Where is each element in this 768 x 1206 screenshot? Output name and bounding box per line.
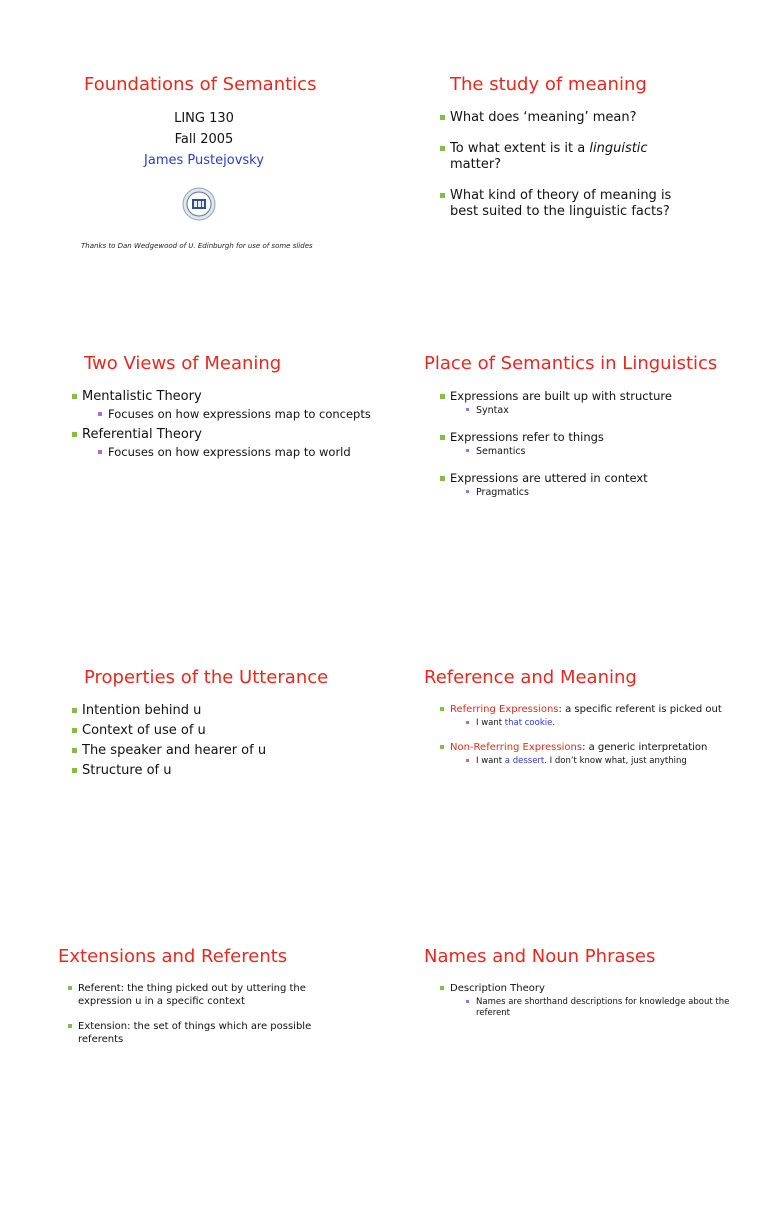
slide-3 (84, 353, 424, 613)
title-info (84, 108, 324, 171)
thanks-note: Thanks to Dan Wedgewood of U. Edinburgh for use of some slides (81, 242, 313, 250)
slide-title: Place of Semantics in Linguistics (424, 353, 718, 374)
list-item: Structure of u (72, 763, 372, 779)
list-item: Intention behind u (72, 703, 372, 719)
university-seal-icon (182, 187, 216, 221)
slide-title: Two Views of Meaning (84, 353, 282, 374)
course-code: LING 130 (174, 111, 234, 126)
term: Fall 2005 (174, 132, 234, 147)
sub-list-item: I want a dessert. I don’t know what, just anything (466, 756, 760, 767)
list-item: Referent: the thing picked out by uttering the expression u in a specific context (68, 982, 318, 1008)
bullet-list (72, 703, 372, 779)
list-item: Description Theory Names are shorthand descriptions for knowledge about the referent (440, 982, 740, 1019)
list-item: Non-Referring Expressions: a generic interpretation I want a dessert. I don’t know what, just anything (440, 741, 760, 767)
bullet-list (440, 110, 700, 220)
list-item: To what extent is it a linguistic matter? (440, 141, 700, 173)
slide-4 (424, 353, 764, 613)
sub-list-item: Focuses on how expressions map to world (98, 445, 372, 459)
slide-5 (84, 667, 424, 927)
slide-title: Properties of the Utterance (84, 667, 329, 688)
author: James Pustejovsky (144, 153, 264, 168)
sub-list-item: Pragmatics (466, 487, 740, 498)
list-item: Mentalistic Theory Focuses on how expressions map to concepts (72, 389, 372, 421)
slide-8 (424, 946, 764, 1206)
slide-title: Extensions and Referents (58, 946, 288, 967)
sub-list-item: I want that cookie. (466, 718, 760, 729)
list-item: What kind of theory of meaning is best suited to the linguistic facts? (440, 188, 700, 220)
sub-list-item: Syntax (466, 405, 740, 416)
slide-1 (81, 74, 424, 334)
bullet-list (440, 982, 740, 1019)
list-item: Expressions are uttered in context Pragmatics (440, 471, 740, 498)
list-item: What does ‘meaning’ mean? (440, 110, 700, 126)
sub-list-item: Focuses on how expressions map to concepts (98, 407, 372, 421)
bullet-list (68, 982, 318, 1046)
list-item: Expressions refer to things Semantics (440, 430, 740, 457)
slide-6 (424, 667, 764, 927)
list-item: Context of use of u (72, 723, 372, 739)
list-item: The speaker and hearer of u (72, 743, 372, 759)
sub-list-item: Semantics (466, 446, 740, 457)
bullet-list (440, 703, 760, 767)
bullet-list (72, 389, 372, 459)
slide-2 (450, 74, 768, 334)
slide-7 (58, 946, 398, 1206)
slide-title: Reference and Meaning (424, 667, 637, 688)
list-item: Referential Theory Focuses on how expressions map to world (72, 427, 372, 459)
list-item: Referring Expressions: a specific referent is picked out I want that cookie. (440, 703, 760, 729)
bullet-list (440, 389, 740, 498)
slide-title: Foundations of Semantics (84, 74, 317, 95)
slide-title: Names and Noun Phrases (424, 946, 656, 967)
list-item: Expressions are built up with structure Syntax (440, 389, 740, 416)
list-item: Extension: the set of things which are possible referents (68, 1020, 318, 1046)
sub-list-item: Names are shorthand descriptions for knowledge about the referent (466, 997, 740, 1019)
slide-title: The study of meaning (450, 74, 647, 95)
